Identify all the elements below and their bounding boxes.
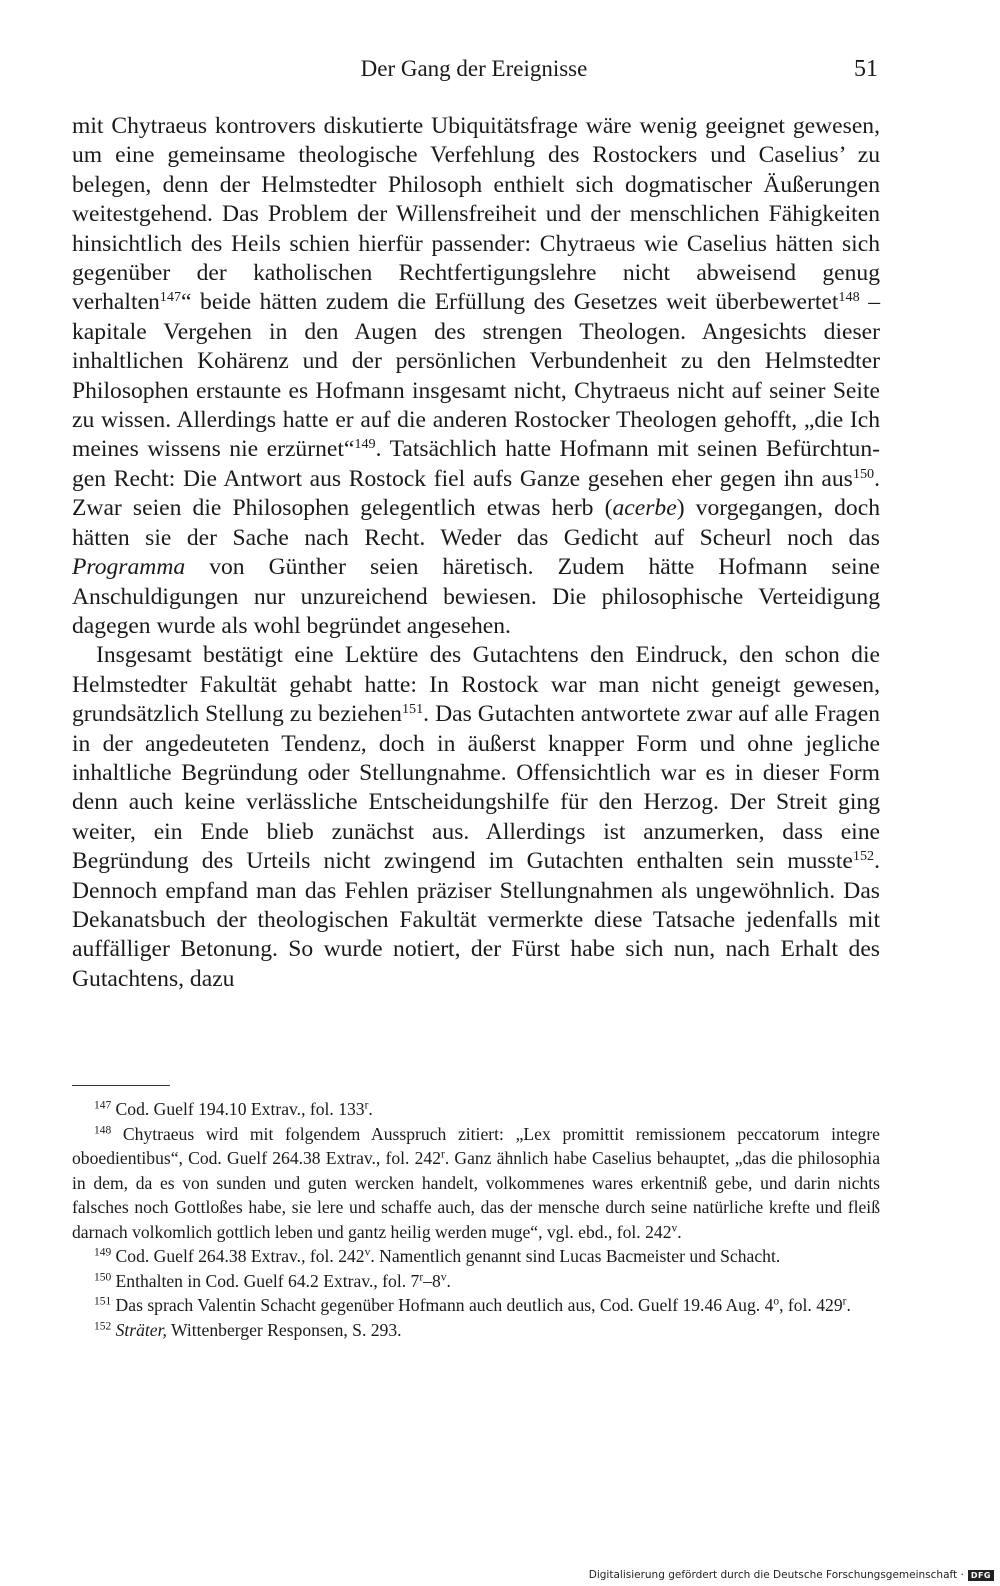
footnote-ref-151[interactable]: 151 [401,701,424,718]
footnote-text: . [446,1270,451,1291]
footnote-151 [72,1293,880,1318]
footnote-text: Cod. Guelf 194.10 Extrav., fol. 133 [111,1099,365,1119]
footnote-number: 147 [94,1099,112,1112]
footnote-number: 150 [94,1271,112,1284]
footnote-text: Wittenberger Responsen, S. 293. [166,1319,402,1340]
footnote-ref-149[interactable]: 149 [354,436,376,453]
footnote-rule [72,1085,170,1086]
text-run: von Günther seien häretisch. Zudem hätte Hofmann seine Anschuldigungen nur unzureichend bewiesen. Die philosophische Verteidigung dagegen wurde als wohl begründet angesehen. [72,554,880,639]
footnote-text: Cod. Guelf 264.38 Extrav., fol. 242 [111,1246,365,1266]
footnote-text: . Namentlich genannt sind Lucas Bacmeister und Schacht. [370,1246,781,1266]
footnote-ref-152[interactable]: 152 [852,848,875,865]
text-run: “ beide hätten zudem die Erfüllung des Gesetzes weit überbewertet [181,289,839,316]
digitization-credit [589,1569,994,1581]
footnote-number: 149 [94,1246,112,1259]
text-run: ) vorgegangen, doch hätten sie der Sache nach Recht. Weder das Gedicht auf Scheurl noch das [72,495,880,551]
page-number: 51 [854,56,878,82]
footnote-148 [72,1122,880,1245]
folio-side: r [441,1148,445,1161]
footnote-ref-150[interactable]: 150 [852,466,875,483]
footnote-149 [72,1244,880,1269]
italic-term: acerbe [612,495,677,522]
footnote-ref-148[interactable]: 148 [838,289,860,306]
text-run: . Dennoch empfand man das Fehlen präziser Stellungnahmen als ungewöhnlich. Das Dekanatsbuch der theologischen Fakultät vermerkte diese Tatsache jedenfalls mit auffälliger Betonung. So wurde notiert, der Fürst habe sich nun, nach Erhalt des Gutachtens, dazu [72,848,880,992]
text-run: . Tatsächlich hatte Hofmann mit seinen Befürchtungen Recht: Die Antwort aus Rostock fiel aufs Ganze gesehen eher gegen ihn aus [72,436,880,492]
footnote-text: Das sprach Valentin Schacht gegenüber Hofmann auch deutlich aus, Cod. Guelf 19.46 Aug. 4 [111,1295,774,1315]
ordinal-mark: o [773,1295,780,1308]
text-run: Insgesamt bestätigt eine Lektüre des Gutachtens den Eindruck, den schon die Helmstedter Fakultät gehabt hatte: In Rostock war man nicht geneigt gewesen, grundsätzlich Stellung zu beziehen [72,642,880,728]
folio-side: v [671,1222,678,1235]
folio-side: r [842,1295,847,1308]
paragraph-2 [72,641,880,994]
footnotes [72,1097,880,1342]
running-head [70,52,878,88]
body-text [72,112,880,994]
footnote-152 [72,1318,880,1343]
italic-term: Programma [72,554,186,581]
footnote-text: , fol. 429 [779,1295,843,1315]
footnote-text: Chytraeus wird mit folgendem Ausspruch zitiert: „Lex promittit remissionem peccatorum integre oboedientibus“, Cod. Guelf 264.38 Extrav., fol. 242 [72,1123,880,1168]
folio-side: r [419,1271,424,1284]
footnote-text: Enthalten in Cod. Guelf 64.2 Extrav., fol. 7 [111,1270,420,1291]
credit-text: Digitalisierung gefördert durch die Deutsche Forschungsgemeinschaft · [588,1569,964,1581]
footnote-text: . [368,1099,373,1119]
dfg-logo-icon: DFG [968,1570,994,1581]
footnote-text: –8 [423,1270,441,1291]
footnote-147 [72,1097,880,1122]
folio-side: v [440,1271,447,1284]
running-title: Der Gang der Ereignisse [360,56,588,81]
text-run: mit Chytraeus kontrovers diskutierte Ubiquitätsfrage wäre wenig geeignet gewesen, um eine gemeinsame theologische Verfehlung des Rostockers und Caselius’ zu belegen, denn der Helmstedter Philosoph enthielt sich dogmatischer Äußerungen weitestgehend. Das Problem der Willensfreiheit und der menschlichen Fähigkeiten hinsichtlich des Heils schien hierfür passender: Chytraeus wie Caselius hätten sich gegenüber der katholischen Rechtfertigungslehre nicht abweisend genug verhalten [72,113,880,316]
text-run: – kapitale Vergehen in den Augen des strengen Theologen. Angesichts dieser inhaltlichen Kohärenz und der persönlichen Verbundenheit zu den Helmstedter Philosophen erstaunte es Hofmann insgesamt nicht, Chytraeus nicht auf seiner Seite zu wissen. Allerdings hatte er auf die anderen Rostocker Theologen gehofft, „die Ich meines wissens nie erzürnet“ [72,289,880,463]
footnote-number: 152 [94,1320,112,1333]
footnote-text: . [846,1295,851,1315]
footnote-number: 148 [94,1124,112,1137]
footnote-ref-147[interactable]: 147 [159,289,182,306]
footnote-150 [72,1269,880,1294]
footnote-text: . [677,1221,682,1242]
paragraph-1 [72,112,880,641]
folio-side: r [364,1099,369,1112]
text-run: . Das Gutachten antwortete zwar auf alle Fragen in der angedeuteten Tendenz, doch in äußerst knapper Form und ohne jegliche inhaltliche Begründung oder Stellungnahme. Offensichtlich war es in dieser Form denn auch keine verlässliche Entscheidungshilfe für den Herzog. Der Streit ging weiter, ein Ende blieb zunächst aus. Allerdings ist anzumerken, dass eine Begründung des Urteils nicht zwingend im Gutachten enthalten sein musste [72,701,880,875]
text-run: . Zwar seien die Philosophen gelegentlich etwas herb ( [72,465,880,522]
footnote-number: 151 [94,1295,112,1308]
folio-side: v [364,1246,371,1259]
footnote-text: . Ganz ähnlich habe Caselius behauptet, „das die philosophia in dem, da es von sunden und guten wercken handelt, volkommenes wares erkentniß gebe, und darin nichts falsches noch Gottloßes habe, sie lere und schaffe auch, das der mensche durch seine natürliche krefte und fleiß darnach volkomlich gottlich leben und gantz heilig werden muge“, vgl. ebd., fol. 242 [72,1148,881,1242]
author-name: Sträter, [115,1319,167,1340]
